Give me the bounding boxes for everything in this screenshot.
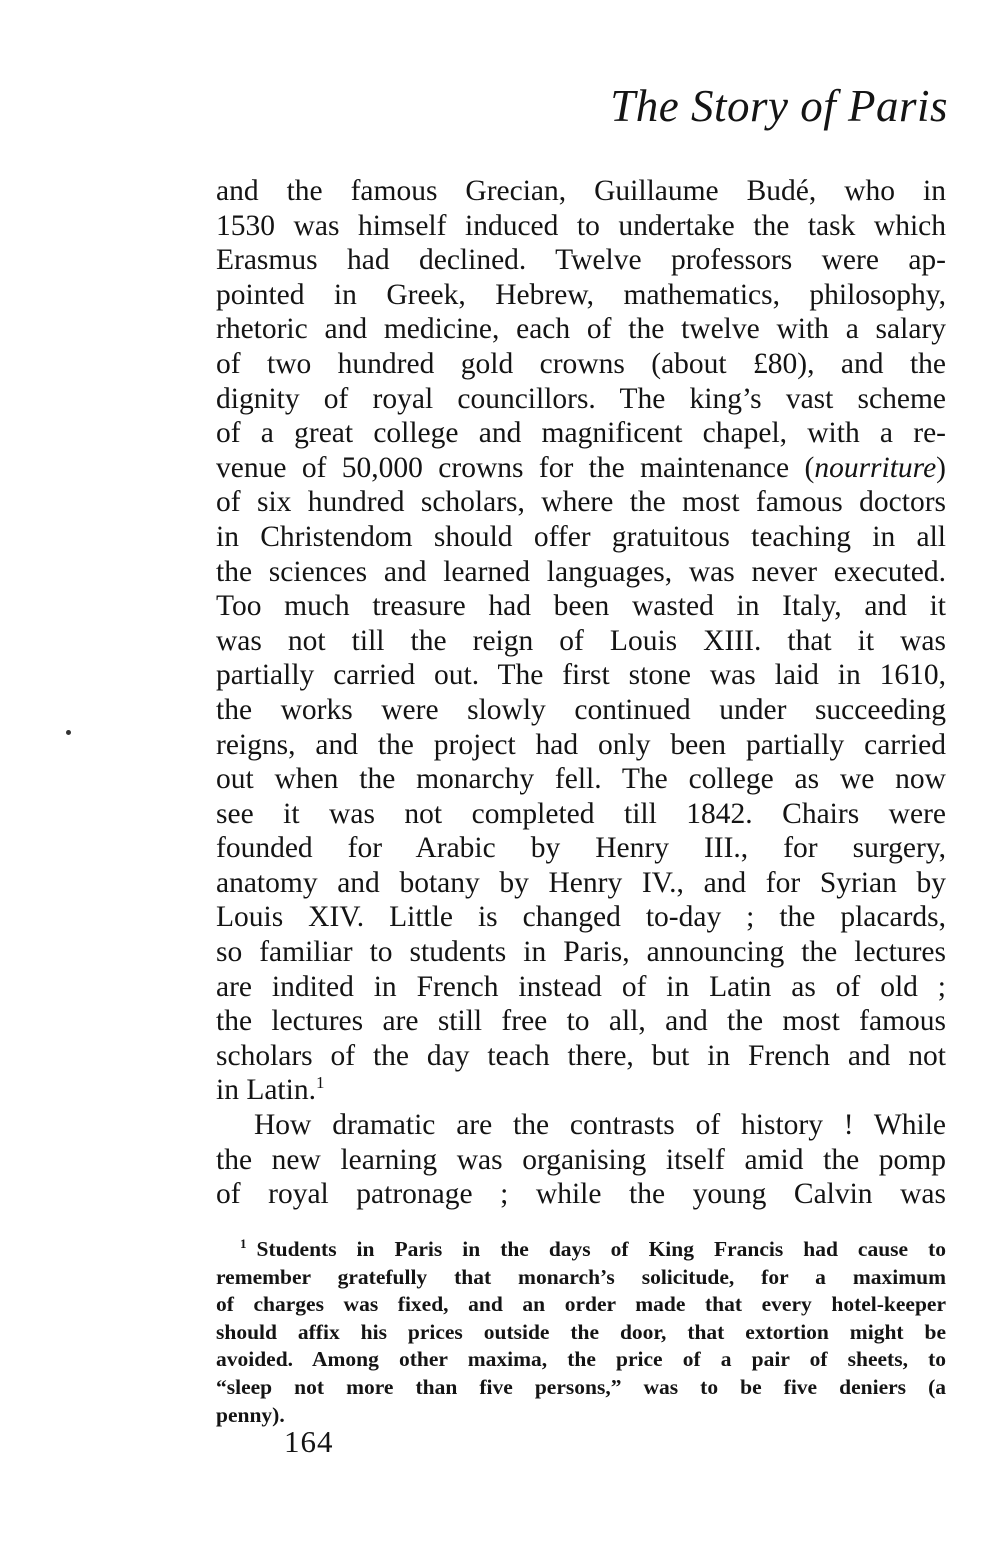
footnote-line: penny).: [216, 1402, 285, 1427]
footnote-marker: 1: [240, 1235, 247, 1251]
footnote-line: [216, 1236, 946, 1264]
text-fragment: Students in Paris in the days of King Francis had cause to: [256, 1237, 946, 1261]
footnote-line: of charges was fixed, and an order made that every hotel-keeper: [216, 1292, 946, 1317]
text-line: Louis XIV. Little is changed to-day ; the placards,: [216, 901, 946, 934]
running-head: The Story of Paris: [610, 81, 948, 131]
text-line: in Christendom should offer gratuitous teaching in all: [216, 520, 946, 553]
text-line: the works were slowly continued under succeeding: [216, 693, 946, 726]
text-line: of a great college and magnificent chapel, with a re-: [216, 417, 946, 450]
text-line: anatomy and botany by Henry IV., and for Syrian by: [216, 866, 946, 899]
text-line: rhetoric and medicine, each of the twelve with a salary: [216, 313, 946, 346]
text-line: [216, 1073, 946, 1108]
text-line: scholars of the day teach there, but in French and not: [216, 1039, 946, 1072]
italic-word: nourriture: [814, 451, 937, 484]
text-line: the sciences and learned languages, was never executed.: [216, 555, 946, 588]
text-fragment: in Latin.: [216, 1074, 316, 1107]
text-line: and the famous Grecian, Guillaume Budé, who in: [216, 175, 946, 207]
footnote-line: should affix his prices outside the door, that extortion might be: [216, 1319, 946, 1344]
text-line: founded for Arabic by Henry III., for surgery,: [216, 832, 946, 865]
body-text: [216, 174, 946, 1212]
text-line: the lectures are still free to all, and the most famous: [216, 1005, 946, 1038]
margin-mark: [66, 730, 71, 735]
text-line: was not till the reign of Louis XIII. that it was: [216, 624, 946, 657]
text-line: out when the monarchy fell. The college as we now: [216, 763, 946, 796]
text-line: pointed in Greek, Hebrew, mathematics, philosophy,: [216, 278, 946, 311]
page-number: 164: [284, 1424, 334, 1459]
text-line: so familiar to students in Paris, announcing the lectures: [216, 936, 946, 969]
footnote-line: “sleep not more than five persons,” was to be five deniers (a: [216, 1374, 946, 1399]
text-line: Erasmus had declined. Twelve professors were ap-: [216, 244, 946, 277]
text-line: dignity of royal councillors. The king’s vast scheme: [216, 382, 946, 415]
text-line: 1530 was himself induced to undertake the task which: [216, 209, 946, 242]
text-line: of two hundred gold crowns (about £80), and the: [216, 347, 946, 380]
text-line: the new learning was organising itself amid the pomp: [216, 1143, 946, 1176]
footnote-reference: 1: [315, 1073, 325, 1093]
text-line: of royal patronage ; while the young Calvin was: [216, 1178, 946, 1211]
text-fragment: ): [936, 451, 946, 484]
text-line: partially carried out. The first stone was laid in 1610,: [216, 659, 946, 692]
text-line: reigns, and the project had only been partially carried: [216, 728, 946, 761]
paragraph-start-line: How dramatic are the contrasts of history ! While: [254, 1109, 946, 1142]
footnote-line: remember gratefully that monarch’s solicitude, for a maximum: [216, 1264, 946, 1289]
text-line: see it was not completed till 1842. Chairs were: [216, 797, 946, 830]
text-line: of six hundred scholars, where the most famous doctors: [216, 486, 946, 519]
text-line: Too much treasure had been wasted in Italy, and it: [216, 590, 946, 623]
text-line: [216, 451, 946, 486]
text-line: are indited in French instead of in Latin as of old ;: [216, 970, 946, 1003]
footnote-line: avoided. Among other maxima, the price of a pair of sheets, to: [216, 1347, 946, 1372]
text-fragment: venue of 50,000 crowns for the maintenance (: [216, 451, 815, 484]
footnote: [216, 1236, 946, 1429]
